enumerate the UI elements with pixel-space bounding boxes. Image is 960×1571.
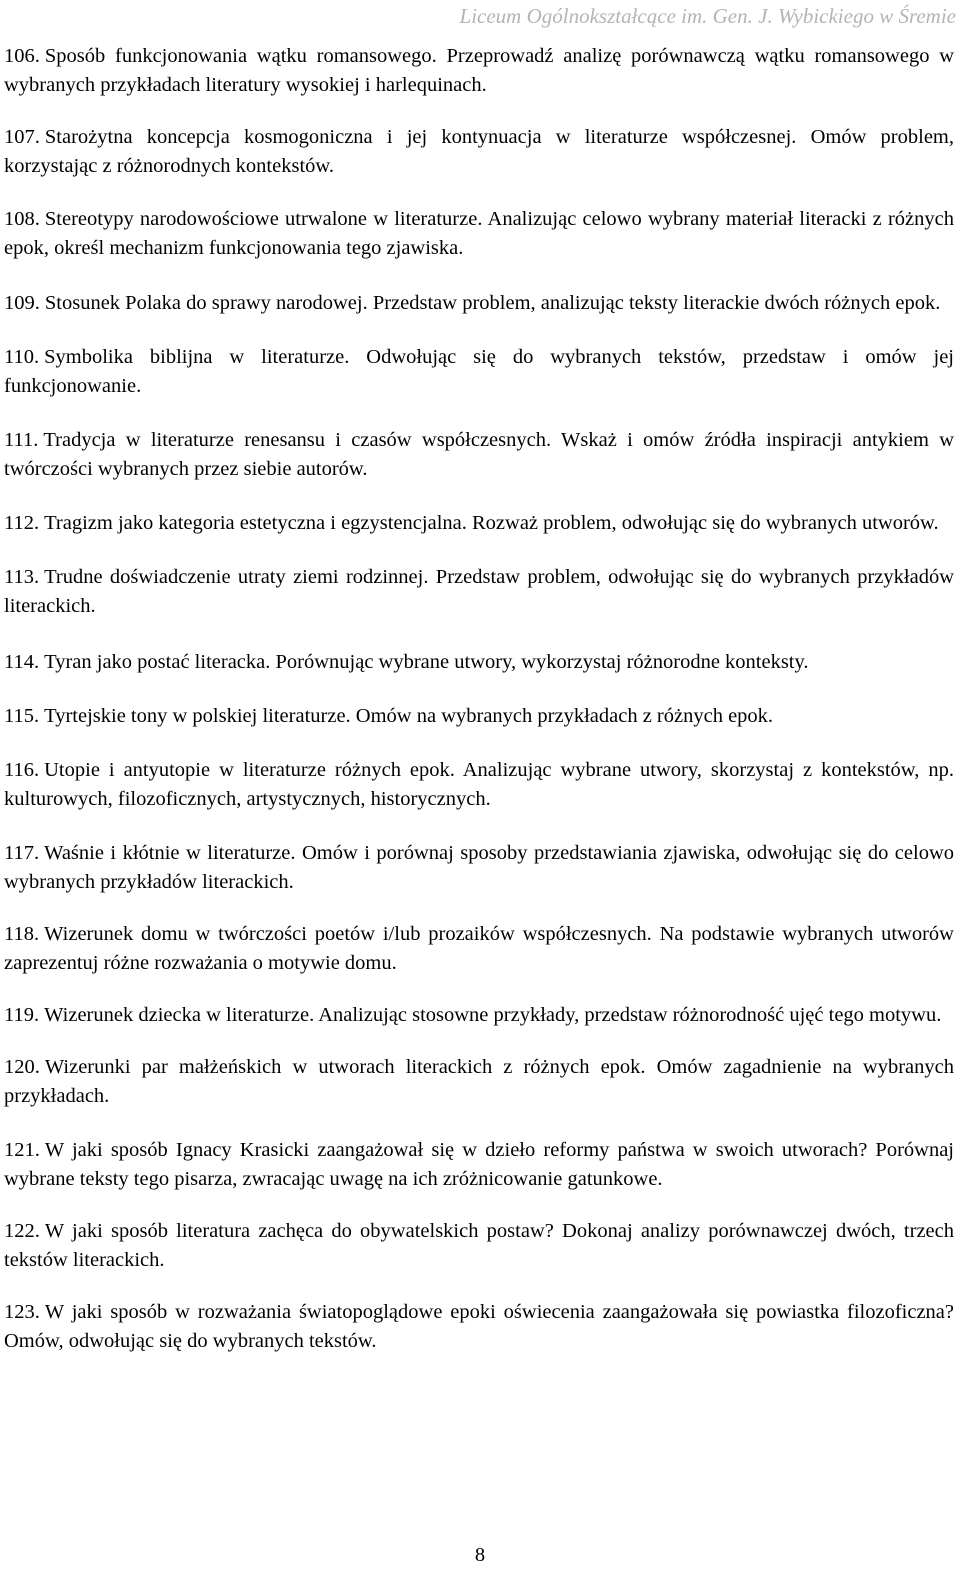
- topic-text: Stereotypy narodowościowe utrwalone w literaturze. Analizując celowo wybrany materiał literacki z różnych epok, określ mechanizm funkcjonowania tego zjawiska.: [4, 208, 954, 259]
- topic-item: [4, 702, 954, 731]
- topic-number: 109.: [4, 292, 40, 314]
- topic-item: [4, 1217, 954, 1275]
- topic-text: Utopie i antyutopie w literaturze różnych epok. Analizując wybrane utwory, skorzystaj z kontekstów, np. kulturowych, filozoficznych, artystycznych, historycznych.: [4, 759, 954, 810]
- topic-text: Tradycja w literaturze renesansu i czasów współczesnych. Wskaż i omów źródła inspiracji antykiem w twórczości wybranych przez siebie autorów.: [4, 429, 954, 480]
- topic-item: [4, 839, 954, 897]
- topic-text: Waśnie i kłótnie w literaturze. Omów i porównaj sposoby przedstawiania zjawiska, odwołując się do celowo wybranych przykładów literackich.: [4, 842, 954, 893]
- topic-item: [4, 1136, 954, 1194]
- topic-item: [4, 509, 954, 538]
- topic-item: [4, 123, 954, 181]
- topic-item: [4, 648, 954, 677]
- topic-number: 121.: [4, 1139, 40, 1161]
- topic-number: 110.: [4, 346, 40, 368]
- topic-text: Tragizm jako kategoria estetyczna i egzystencjalna. Rozważ problem, odwołując się do wybranych utworów.: [44, 512, 939, 534]
- topic-number: 116.: [4, 759, 40, 781]
- topic-number: 118.: [4, 923, 40, 945]
- topic-text: Tyrtejskie tony w polskiej literaturze. Omów na wybranych przykładach z różnych epok.: [44, 705, 774, 727]
- page-header: Liceum Ogólnokształcące im. Gen. J. Wybickiego w Śremie: [459, 4, 956, 28]
- topic-item: [4, 343, 954, 401]
- topic-number: 117.: [4, 842, 40, 864]
- topic-item: [4, 1053, 954, 1111]
- topic-item: [4, 426, 954, 484]
- topic-number: 106.: [4, 45, 40, 67]
- topic-text: Wizerunek domu w twórczości poetów i/lub prozaików współczesnych. Na podstawie wybranych utworów zaprezentuj różne rozważania o motywie domu.: [4, 923, 954, 974]
- topic-text: W jaki sposób Ignacy Krasicki zaangażował się w dzieło reformy państwa w swoich utworach? Porównaj wybrane teksty tego pisarza, zwracając uwagę na ich zróżnicowanie gatunkowe.: [4, 1139, 954, 1190]
- topic-list: [4, 42, 954, 1356]
- topic-item: [4, 1001, 954, 1030]
- topic-item: [4, 1298, 954, 1356]
- topic-item: [4, 563, 954, 621]
- topic-text: Trudne doświadczenie utraty ziemi rodzinnej. Przedstaw problem, odwołując się do wybranych przykładów literackich.: [4, 566, 954, 617]
- topic-item: [4, 920, 954, 978]
- topic-number: 115.: [4, 705, 40, 727]
- topic-text: Symbolika biblijna w literaturze. Odwołując się do wybranych tekstów, przedstaw i omów jej funkcjonowanie.: [4, 346, 954, 397]
- topic-text: Sposób funkcjonowania wątku romansowego. Przeprowadź analizę porównawczą wątku romansowego w wybranych przykładach literatury wysokiej i harlequinach.: [4, 45, 954, 96]
- topic-number: 114.: [4, 651, 40, 673]
- topic-item: [4, 756, 954, 814]
- topic-item: [4, 42, 954, 100]
- topic-text: Stosunek Polaka do sprawy narodowej. Przedstaw problem, analizując teksty literackie dwóch różnych epok.: [44, 292, 941, 314]
- topic-number: 108.: [4, 208, 40, 230]
- topic-number: 112.: [4, 512, 40, 534]
- page-number: 8: [474, 1544, 486, 1566]
- topic-item: [4, 289, 954, 318]
- topic-number: 113.: [4, 566, 40, 588]
- topic-item: [4, 205, 954, 263]
- topic-number: 111.: [4, 429, 39, 451]
- topic-text: W jaki sposób w rozważania światopoglądowe epoki oświecenia zaangażowała się powiastka filozoficzna? Omów, odwołując się do wybranych tekstów.: [4, 1301, 954, 1352]
- topic-number: 119.: [4, 1004, 40, 1026]
- topic-text: Wizerunek dziecka w literaturze. Analizując stosowne przykłady, przedstaw różnorodność ujęć tego motywu.: [44, 1004, 942, 1026]
- topic-text: Starożytna koncepcja kosmogoniczna i jej kontynuacja w literaturze współczesnej. Omów problem, korzystając z różnorodnych kontekstów.: [4, 126, 954, 177]
- topic-number: 122.: [4, 1220, 40, 1242]
- topic-number: 123.: [4, 1301, 40, 1323]
- topic-text: Wizerunki par małżeńskich w utworach literackich z różnych epok. Omów zagadnienie na wybranych przykładach.: [4, 1056, 954, 1107]
- topic-number: 107.: [4, 126, 40, 148]
- topic-text: W jaki sposób literatura zachęca do obywatelskich postaw? Dokonaj analizy porównawczej dwóch, trzech tekstów literackich.: [4, 1220, 954, 1271]
- topic-text: Tyran jako postać literacka. Porównując wybrane utwory, wykorzystaj różnorodne konteksty.: [44, 651, 809, 673]
- topic-number: 120.: [4, 1056, 40, 1078]
